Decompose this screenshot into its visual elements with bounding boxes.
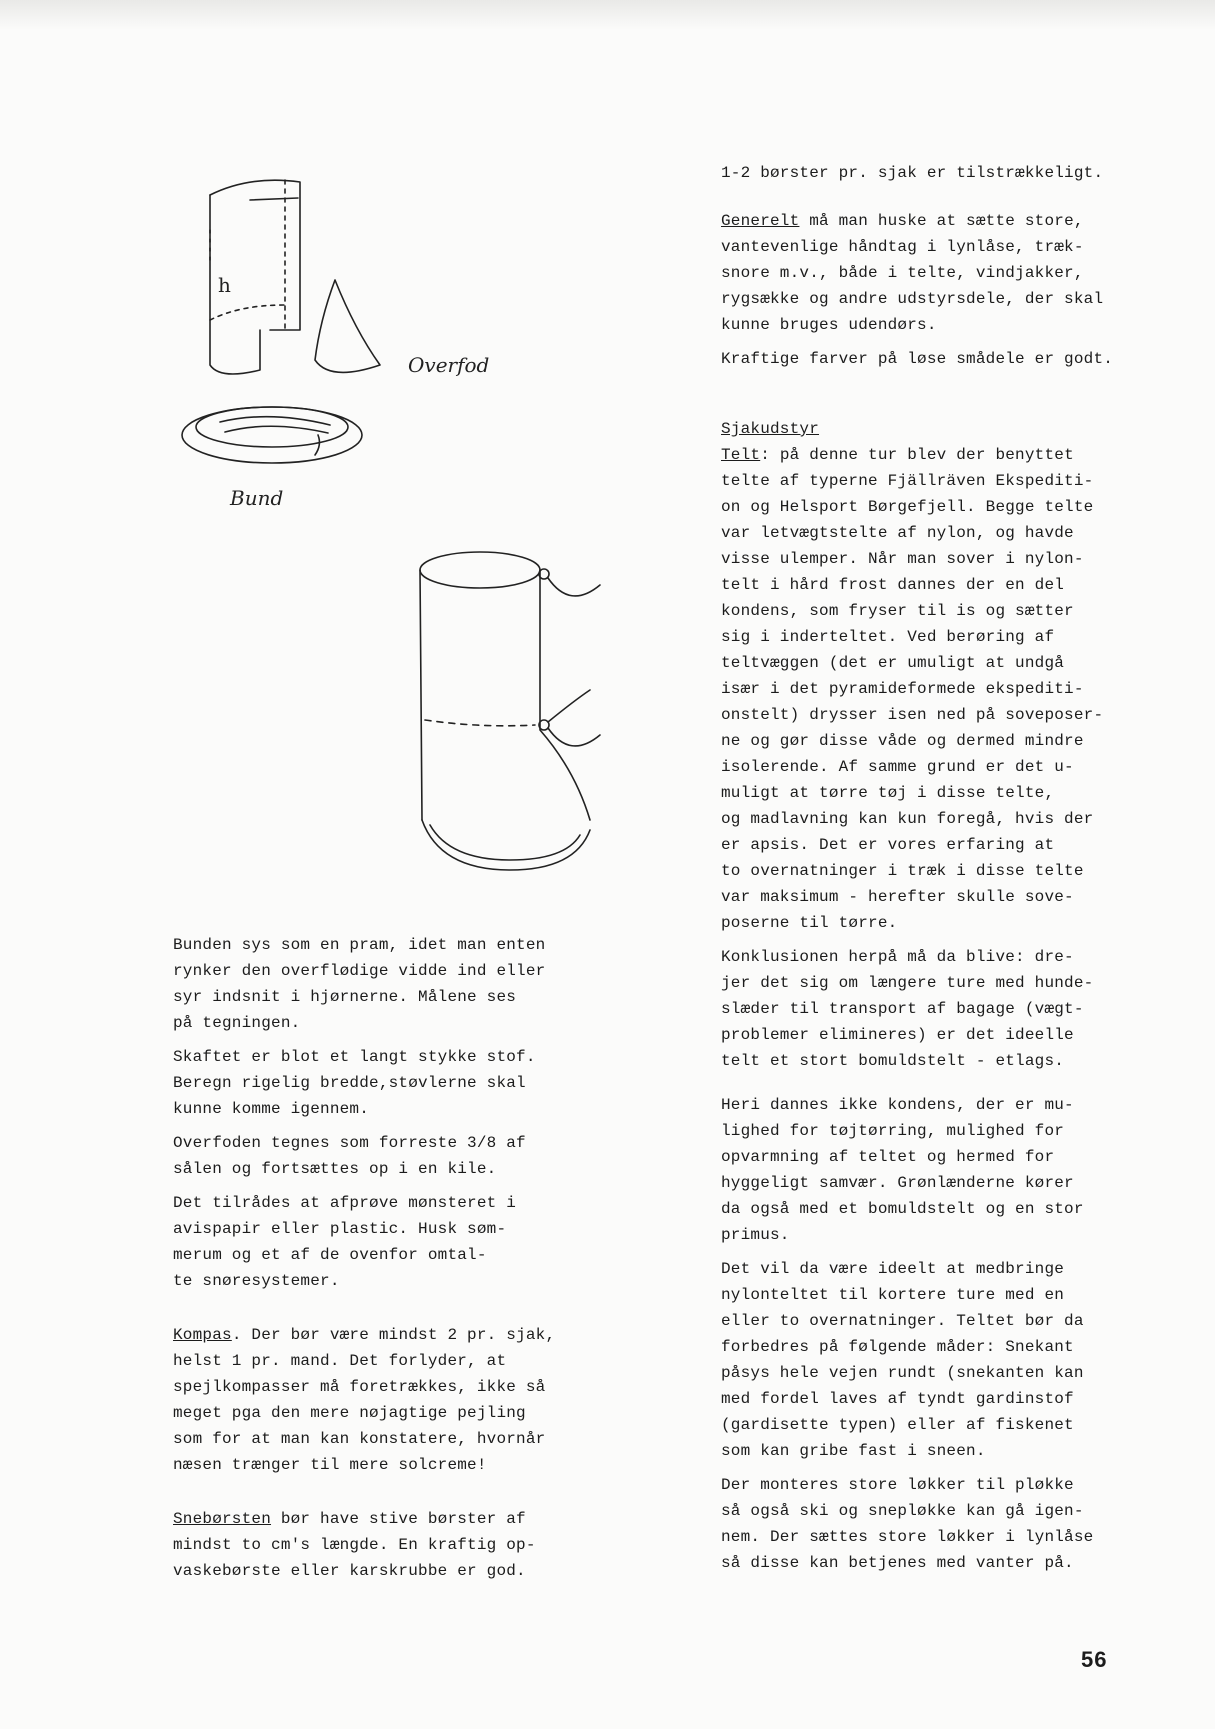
paragraph-overfod: Overfoden tegnes som forreste 3/8 af sålen og fortsættes op i en kile. [173, 1134, 526, 1178]
label-h: h [218, 273, 231, 297]
label-bund: Bund [230, 486, 284, 510]
paragraph-farver: Kraftige farver på løse smådele er godt. [721, 350, 1114, 368]
paragraph-skaft: Skaftet er blot et langt stykke stof. Beregn rigelig bredde,støvlerne skal kunne komme igennem. [173, 1048, 536, 1118]
paragraph-kompas [173, 1322, 593, 1478]
boot-pattern-sketch [180, 170, 620, 890]
sole-piece-drawing [182, 407, 362, 463]
paragraph-bund: Bunden sys som en pram, idet man enten rynker den overflødige vidde ind eller syr indsnit i hjørnerne. Målene ses på tegningen. [173, 936, 546, 1032]
paragraph-sneborsten [173, 1506, 593, 1584]
sjakudstyr-heading-text: Sjakudstyr [721, 420, 820, 438]
paragraph-generelt [721, 208, 1141, 338]
telt-text: : på denne tur blev der benyttet telte af typerne Fjällräven Ekspediti- on og Helsport Børgefjell. Begge telte var letvægtstelte af nylon, og havde visse ulemper. Når man sover i nylon- telt i hård frost dannes der en del kondens, som fryser til is og sætter sig i inderteltet. Ved berøring af teltvæggen (det er umuligt at undgå især i det pyramideformede ekspediti- onstelt) drysser isen ned på soveposer- ne og gør disse våde og dermed mindre isolerende. Af samme grund er det u- muligt at tørre tøj i disse telte, og madlavning kan kun foregå, hvis der er apsis. Det er vores erfaring at to overnatninger i træk i disse telte var maksimum - herefter skulle sove- poserne til tørre. [721, 446, 1104, 932]
scan-edge-shadow [0, 0, 1215, 30]
paragraph-heri: Heri dannes ikke kondens, der er mu- lighed for tøjtørring, mulighed for opvarmning af teltet og hermed for hyggeligt samvær. Grønlænderne kører da også med et bomuldstelt og en stor primus. [721, 1096, 1084, 1244]
page-number: 56 [1081, 1647, 1108, 1672]
sneborsten-text: bør have stive børster af mindst to cm's længde. En kraftig op- vaskebørste eller karskrubbe er god. [173, 1510, 536, 1580]
paragraph-konklusion: Konklusionen herpå må da blive: dre- jer det sig om længere ture med hunde- slæder til transport af bagage (vægt- problemer elimineres) er det ideelle telt et stort bomuldstelt - etlags. [721, 948, 1094, 1070]
kompas-text: . Der bør være mindst 2 pr. sjak, helst 1 pr. mand. Det forlyder, at spejlkompasser må foretrækkes, ikke så meget pga den mere nøjagtige pejling som for at man kan konstatere, hvornår næsen trænger til mere solcreme! [173, 1326, 556, 1474]
generelt-text: må man huske at sætte store, vantevenlige håndtag i lynlåse, træk- snore m.v., både i telte, vindjakker, rygsække og andre udstyrsdele, der skal kunne bruges udendørs. [721, 212, 1104, 334]
paragraph-moenster: Det tilrådes at afprøve mønsteret i avispapir eller plastic. Husk søm- merum og et af de ovenfor omtal- te snøresystemer. [173, 1194, 517, 1290]
paragraph-telt [721, 442, 1141, 936]
paragraph-borster: 1-2 børster pr. sjak er tilstrækkeligt. [721, 164, 1104, 182]
kompas-heading: Kompas [173, 1326, 232, 1344]
paragraph-loekker: Der monteres store løkker til pløkke så også ski og snepløkke kan gå igen- nem. Der sættes store løkker i lynlåse så disse kan betjenes med vanter på. [721, 1476, 1094, 1572]
right-text-column [721, 160, 1141, 1584]
telt-heading: Telt [721, 446, 761, 464]
generelt-heading: Generelt [721, 212, 800, 230]
section-heading-sjakudstyr [721, 416, 1141, 442]
assembled-boot-drawing [420, 552, 600, 870]
label-overfod: Overfod [408, 353, 490, 377]
instep-piece-drawing [315, 280, 380, 372]
paragraph-nylontelt: Det vil da være ideelt at medbringe nylonteltet til kortere ture med en eller to overnatninger. Teltet bør da forbedres på følgende måder: Snekant påsys hele vejen rundt (snekanten kan med fordel laves af tyndt gardinstof (gardisette typen) eller af fiskenet som kan gribe fast i sneen. [721, 1260, 1084, 1460]
sneborsten-heading: Snebørsten [173, 1510, 272, 1528]
left-text-column [173, 932, 593, 1592]
